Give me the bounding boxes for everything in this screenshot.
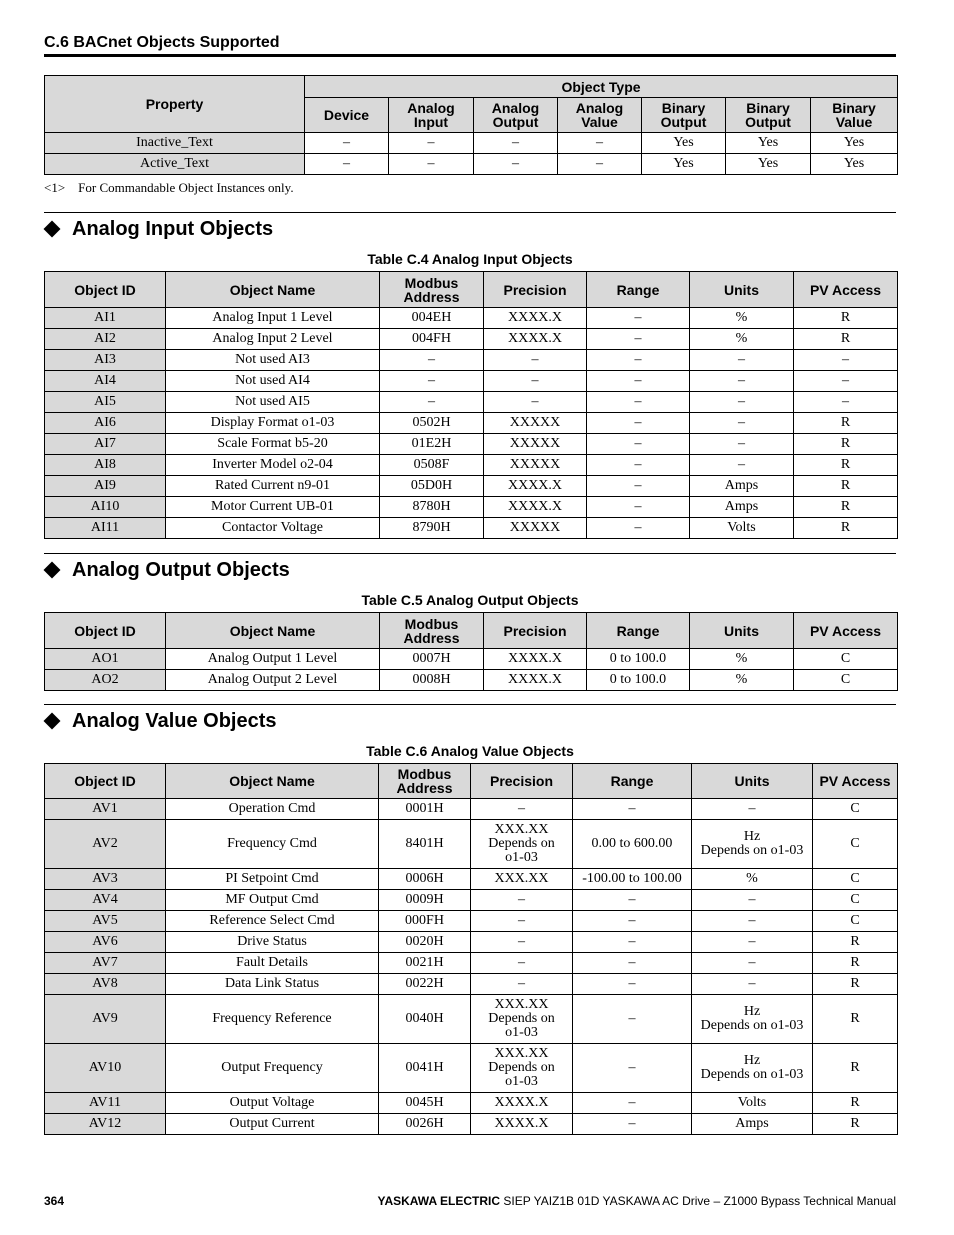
analog-value-table xyxy=(44,763,898,1135)
table-cell: XXXX.X xyxy=(484,476,587,497)
section-rule xyxy=(44,704,896,705)
column-header: Analog Output xyxy=(474,98,558,133)
table-cell: 0 to 100.0 xyxy=(587,670,690,691)
table-cell: C xyxy=(813,890,898,911)
table-cell: – xyxy=(690,350,794,371)
table-cell: Operation Cmd xyxy=(166,799,379,820)
table-cell: Scale Format b5-20 xyxy=(166,434,380,455)
column-header: Units xyxy=(692,764,813,799)
table-row xyxy=(45,518,898,539)
table-cell: 01E2H xyxy=(380,434,484,455)
table-cell: Data Link Status xyxy=(166,974,379,995)
table-cell: – xyxy=(573,974,692,995)
diamond-icon xyxy=(44,713,61,730)
table-cell: 0508F xyxy=(380,455,484,476)
table-row xyxy=(45,392,898,413)
column-header: Range xyxy=(587,272,690,308)
table-cell: Yes xyxy=(726,154,811,175)
column-header: Object Name xyxy=(166,613,380,649)
table-cell: – xyxy=(587,434,690,455)
table-cell: XXXXX xyxy=(484,413,587,434)
table-cell: XXX.XX Depends on o1-03 xyxy=(471,820,573,869)
object-id-cell: AI9 xyxy=(45,476,166,497)
column-header: Units xyxy=(690,272,794,308)
property-name: Inactive_Text xyxy=(45,133,305,154)
table-row xyxy=(45,953,898,974)
table-cell: – xyxy=(471,974,573,995)
table-cell: R xyxy=(813,1044,898,1093)
footer-title: SIEP YAIZ1B 01D YASKAWA AC Drive – Z1000 Bypass Technical Manual xyxy=(500,1194,896,1208)
table-cell: C xyxy=(794,670,898,691)
table-cell: Volts xyxy=(692,1093,813,1114)
table-cell: Yes xyxy=(642,133,726,154)
property-table xyxy=(44,75,898,175)
table-cell: – xyxy=(692,890,813,911)
table-cell: R xyxy=(794,476,898,497)
table-cell: – xyxy=(587,308,690,329)
table-cell: Frequency Cmd xyxy=(166,820,379,869)
table-cell: – xyxy=(587,497,690,518)
table-cell: – xyxy=(587,392,690,413)
object-id-cell: AV3 xyxy=(45,869,166,890)
table-cell: 004EH xyxy=(380,308,484,329)
table-cell: – xyxy=(573,932,692,953)
table-cell: Fault Details xyxy=(166,953,379,974)
table-cell: XXXX.X xyxy=(471,1093,573,1114)
table-cell: Not used AI5 xyxy=(166,392,380,413)
object-id-cell: AI1 xyxy=(45,308,166,329)
table-cell: – xyxy=(692,953,813,974)
section-title-text: Analog Output Objects xyxy=(72,559,290,581)
table-cell: – xyxy=(558,133,642,154)
section-rule xyxy=(44,553,896,554)
table-cell: 0022H xyxy=(379,974,471,995)
table-cell: Output Frequency xyxy=(166,1044,379,1093)
table-cell: – xyxy=(573,1044,692,1093)
table-cell: Display Format o1-03 xyxy=(166,413,380,434)
object-id-cell: AI2 xyxy=(45,329,166,350)
table-row xyxy=(45,476,898,497)
table-cell: – xyxy=(471,932,573,953)
table-cell: – xyxy=(573,890,692,911)
object-id-cell: AV9 xyxy=(45,995,166,1044)
table-cell: – xyxy=(692,974,813,995)
table-cell: XXX.XX Depends on o1-03 xyxy=(471,1044,573,1093)
table-row xyxy=(45,371,898,392)
table-row xyxy=(45,649,898,670)
table-cell: – xyxy=(690,434,794,455)
page-heading: C.6 BACnet Objects Supported xyxy=(44,34,280,51)
table-cell: Frequency Reference xyxy=(166,995,379,1044)
table-cell: Yes xyxy=(811,133,898,154)
object-id-cell: AI6 xyxy=(45,413,166,434)
table-cell: Motor Current UB-01 xyxy=(166,497,380,518)
table-row xyxy=(45,890,898,911)
table-row xyxy=(45,1114,898,1135)
footer-text xyxy=(378,1193,896,1209)
table-cell: – xyxy=(587,518,690,539)
column-header: Binary Output xyxy=(726,98,811,133)
table-row xyxy=(45,911,898,932)
table-cell: C xyxy=(813,799,898,820)
column-header: PV Access xyxy=(794,272,898,308)
table-cell: 8780H xyxy=(380,497,484,518)
table-cell: – xyxy=(305,154,389,175)
object-id-cell: AV12 xyxy=(45,1114,166,1135)
table-cell: – xyxy=(690,455,794,476)
table-cell: – xyxy=(573,1093,692,1114)
table-cell: % xyxy=(690,670,794,691)
footer-brand: YASKAWA ELECTRIC xyxy=(377,1194,501,1208)
table-row xyxy=(45,329,898,350)
table-cell: 0020H xyxy=(379,932,471,953)
table-cell: XXXX.X xyxy=(484,649,587,670)
table-cell: 0 to 100.0 xyxy=(587,649,690,670)
footnote: <1> For Commandable Object Instances only. xyxy=(44,180,294,195)
table-cell: Output Current xyxy=(166,1114,379,1135)
column-header: Object ID xyxy=(45,764,166,799)
property-header: Property xyxy=(45,76,305,133)
table-cell: % xyxy=(690,329,794,350)
object-id-cell: AI7 xyxy=(45,434,166,455)
section-rule xyxy=(44,212,896,213)
header-row xyxy=(45,764,898,799)
table-cell: XXXX.X xyxy=(484,329,587,350)
section-title-analog-value xyxy=(44,707,277,735)
table-caption: Table C.4 Analog Input Objects xyxy=(367,251,573,267)
section-title-text: Analog Input Objects xyxy=(72,218,274,240)
property-name: Active_Text xyxy=(45,154,305,175)
table-cell: PI Setpoint Cmd xyxy=(166,869,379,890)
column-header: Object Name xyxy=(166,272,380,308)
table-cell: – xyxy=(474,154,558,175)
table-cell: Analog Input 2 Level xyxy=(166,329,380,350)
table-cell: R xyxy=(794,434,898,455)
column-header: Precision xyxy=(484,613,587,649)
table-cell: R xyxy=(794,308,898,329)
table-cell: Amps xyxy=(690,497,794,518)
table-cell: – xyxy=(380,371,484,392)
table-cell: XXX.XX Depends on o1-03 xyxy=(471,995,573,1044)
object-id-cell: AV11 xyxy=(45,1093,166,1114)
table-cell: 8401H xyxy=(379,820,471,869)
column-header: Device xyxy=(305,98,389,133)
table-cell: XXX.XX xyxy=(471,869,573,890)
object-id-cell: AV10 xyxy=(45,1044,166,1093)
table-cell: – xyxy=(587,350,690,371)
column-header: Modbus Address xyxy=(380,613,484,649)
table-cell: Yes xyxy=(642,154,726,175)
table-cell: R xyxy=(813,1093,898,1114)
table-row xyxy=(45,413,898,434)
table-cell: – xyxy=(471,890,573,911)
table-row xyxy=(45,932,898,953)
table-cell: – xyxy=(794,371,898,392)
column-header: Range xyxy=(573,764,692,799)
column-header: Units xyxy=(690,613,794,649)
table-cell: – xyxy=(573,799,692,820)
table-cell: Amps xyxy=(692,1114,813,1135)
table-cell: 0041H xyxy=(379,1044,471,1093)
table-cell: – xyxy=(389,133,474,154)
object-id-cell: AO2 xyxy=(45,670,166,691)
table-cell: – xyxy=(573,953,692,974)
table-cell: 0007H xyxy=(380,649,484,670)
table-row xyxy=(45,995,898,1044)
column-header: Analog Input xyxy=(389,98,474,133)
heading-rule xyxy=(44,54,896,57)
table-row xyxy=(45,133,898,154)
object-id-cell: AV4 xyxy=(45,890,166,911)
table-row xyxy=(45,434,898,455)
diamond-icon xyxy=(44,562,61,579)
column-header: Range xyxy=(587,613,690,649)
table-cell: C xyxy=(794,649,898,670)
table-cell: – xyxy=(690,392,794,413)
header-row xyxy=(45,613,898,649)
table-cell: – xyxy=(794,392,898,413)
section-title-text: Analog Value Objects xyxy=(72,710,277,732)
analog-output-table xyxy=(44,612,898,691)
table-cell: 0006H xyxy=(379,869,471,890)
table-cell: 0008H xyxy=(380,670,484,691)
table-cell: Output Voltage xyxy=(166,1093,379,1114)
table-cell: R xyxy=(794,518,898,539)
table-cell: – xyxy=(380,392,484,413)
table-cell: % xyxy=(692,869,813,890)
table-row xyxy=(45,350,898,371)
table-cell: – xyxy=(794,350,898,371)
object-id-cell: AI5 xyxy=(45,392,166,413)
section-title-analog-output xyxy=(44,556,290,584)
table-cell: R xyxy=(794,329,898,350)
table-cell: – xyxy=(573,995,692,1044)
table-cell: – xyxy=(587,476,690,497)
table-cell: XXXX.X xyxy=(471,1114,573,1135)
table-cell: – xyxy=(474,133,558,154)
table-row xyxy=(45,1044,898,1093)
table-cell: – xyxy=(484,371,587,392)
table-cell: – xyxy=(471,953,573,974)
table-cell: XXXXX xyxy=(484,518,587,539)
table-cell: R xyxy=(794,497,898,518)
table-cell: R xyxy=(813,932,898,953)
table-cell: – xyxy=(587,371,690,392)
table-caption: Table C.6 Analog Value Objects xyxy=(366,743,574,759)
diamond-icon xyxy=(44,221,61,238)
table-cell: – xyxy=(587,413,690,434)
table-cell: – xyxy=(484,350,587,371)
table-cell: 0502H xyxy=(380,413,484,434)
table-cell: MF Output Cmd xyxy=(166,890,379,911)
table-cell: XXXX.X xyxy=(484,497,587,518)
table-cell: Hz Depends on o1-03 xyxy=(692,820,813,869)
table-cell: XXXXX xyxy=(484,455,587,476)
table-cell: R xyxy=(813,974,898,995)
table-row xyxy=(45,154,898,175)
table-cell: 0045H xyxy=(379,1093,471,1114)
table-cell: R xyxy=(813,1114,898,1135)
table-cell: Not used AI3 xyxy=(166,350,380,371)
column-header: PV Access xyxy=(794,613,898,649)
table-cell: Rated Current n9-01 xyxy=(166,476,380,497)
table-cell: – xyxy=(573,1114,692,1135)
column-header: Precision xyxy=(484,272,587,308)
object-id-cell: AI8 xyxy=(45,455,166,476)
table-cell: – xyxy=(471,799,573,820)
column-header: Modbus Address xyxy=(379,764,471,799)
table-cell: 004FH xyxy=(380,329,484,350)
table-cell: – xyxy=(471,911,573,932)
object-type-header: Object Type xyxy=(305,76,898,98)
table-cell: 0040H xyxy=(379,995,471,1044)
header-row xyxy=(45,272,898,308)
table-cell: 05D0H xyxy=(380,476,484,497)
table-cell: – xyxy=(587,329,690,350)
table-cell: 0009H xyxy=(379,890,471,911)
table-row xyxy=(45,455,898,476)
table-cell: – xyxy=(692,932,813,953)
table-cell: Volts xyxy=(690,518,794,539)
table-cell: R xyxy=(794,413,898,434)
table-cell: – xyxy=(305,133,389,154)
table-cell: XXXX.X xyxy=(484,670,587,691)
column-header: Modbus Address xyxy=(380,272,484,308)
table-cell: R xyxy=(813,953,898,974)
object-id-cell: AV7 xyxy=(45,953,166,974)
table-cell: Analog Output 1 Level xyxy=(166,649,380,670)
table-cell: -100.00 to 100.00 xyxy=(573,869,692,890)
table-cell: Inverter Model o2-04 xyxy=(166,455,380,476)
table-cell: 000FH xyxy=(379,911,471,932)
table-cell: – xyxy=(690,413,794,434)
column-header: Object Name xyxy=(166,764,379,799)
table-cell: – xyxy=(558,154,642,175)
table-cell: – xyxy=(692,799,813,820)
table-cell: R xyxy=(794,455,898,476)
table-cell: – xyxy=(484,392,587,413)
analog-input-table xyxy=(44,271,898,539)
table-cell: Analog Output 2 Level xyxy=(166,670,380,691)
table-cell: – xyxy=(692,911,813,932)
table-cell: Reference Select Cmd xyxy=(166,911,379,932)
column-header: Analog Value xyxy=(558,98,642,133)
table-cell: R xyxy=(813,995,898,1044)
table-cell: C xyxy=(813,820,898,869)
table-cell: Yes xyxy=(726,133,811,154)
table-cell: Hz Depends on o1-03 xyxy=(692,995,813,1044)
table-cell: – xyxy=(380,350,484,371)
section-title-analog-input xyxy=(44,215,273,243)
table-cell: C xyxy=(813,869,898,890)
table-cell: Not used AI4 xyxy=(166,371,380,392)
table-cell: XXXX.X xyxy=(484,308,587,329)
column-header: Binary Value xyxy=(811,98,898,133)
object-id-cell: AV2 xyxy=(45,820,166,869)
table-row xyxy=(45,308,898,329)
table-cell: 0021H xyxy=(379,953,471,974)
column-header: Binary Output xyxy=(642,98,726,133)
table-cell: Yes xyxy=(811,154,898,175)
table-cell: 0001H xyxy=(379,799,471,820)
table-cell: – xyxy=(389,154,474,175)
object-id-cell: AV1 xyxy=(45,799,166,820)
column-header: Precision xyxy=(471,764,573,799)
table-row xyxy=(45,497,898,518)
object-id-cell: AV6 xyxy=(45,932,166,953)
object-id-cell: AV5 xyxy=(45,911,166,932)
table-row xyxy=(45,869,898,890)
table-cell: C xyxy=(813,911,898,932)
table-cell: 0026H xyxy=(379,1114,471,1135)
table-caption: Table C.5 Analog Output Objects xyxy=(361,592,579,608)
table-cell: Hz Depends on o1-03 xyxy=(692,1044,813,1093)
page-number: 364 xyxy=(44,1194,65,1208)
table-cell: XXXXX xyxy=(484,434,587,455)
table-cell: – xyxy=(587,455,690,476)
table-cell: Analog Input 1 Level xyxy=(166,308,380,329)
table-cell: % xyxy=(690,649,794,670)
table-row xyxy=(45,974,898,995)
table-row xyxy=(45,1093,898,1114)
table-cell: Amps xyxy=(690,476,794,497)
table-cell: Drive Status xyxy=(166,932,379,953)
object-id-cell: AV8 xyxy=(45,974,166,995)
table-cell: – xyxy=(573,911,692,932)
column-header: Object ID xyxy=(45,272,166,308)
table-cell: % xyxy=(690,308,794,329)
table-row xyxy=(45,670,898,691)
table-cell: 0.00 to 600.00 xyxy=(573,820,692,869)
column-header: Object ID xyxy=(45,613,166,649)
object-id-cell: AI3 xyxy=(45,350,166,371)
object-id-cell: AI10 xyxy=(45,497,166,518)
table-cell: – xyxy=(690,371,794,392)
table-row xyxy=(45,799,898,820)
table-cell: 8790H xyxy=(380,518,484,539)
object-id-cell: AO1 xyxy=(45,649,166,670)
table-row xyxy=(45,820,898,869)
table-cell: Contactor Voltage xyxy=(166,518,380,539)
column-header: PV Access xyxy=(813,764,898,799)
object-id-cell: AI11 xyxy=(45,518,166,539)
object-id-cell: AI4 xyxy=(45,371,166,392)
